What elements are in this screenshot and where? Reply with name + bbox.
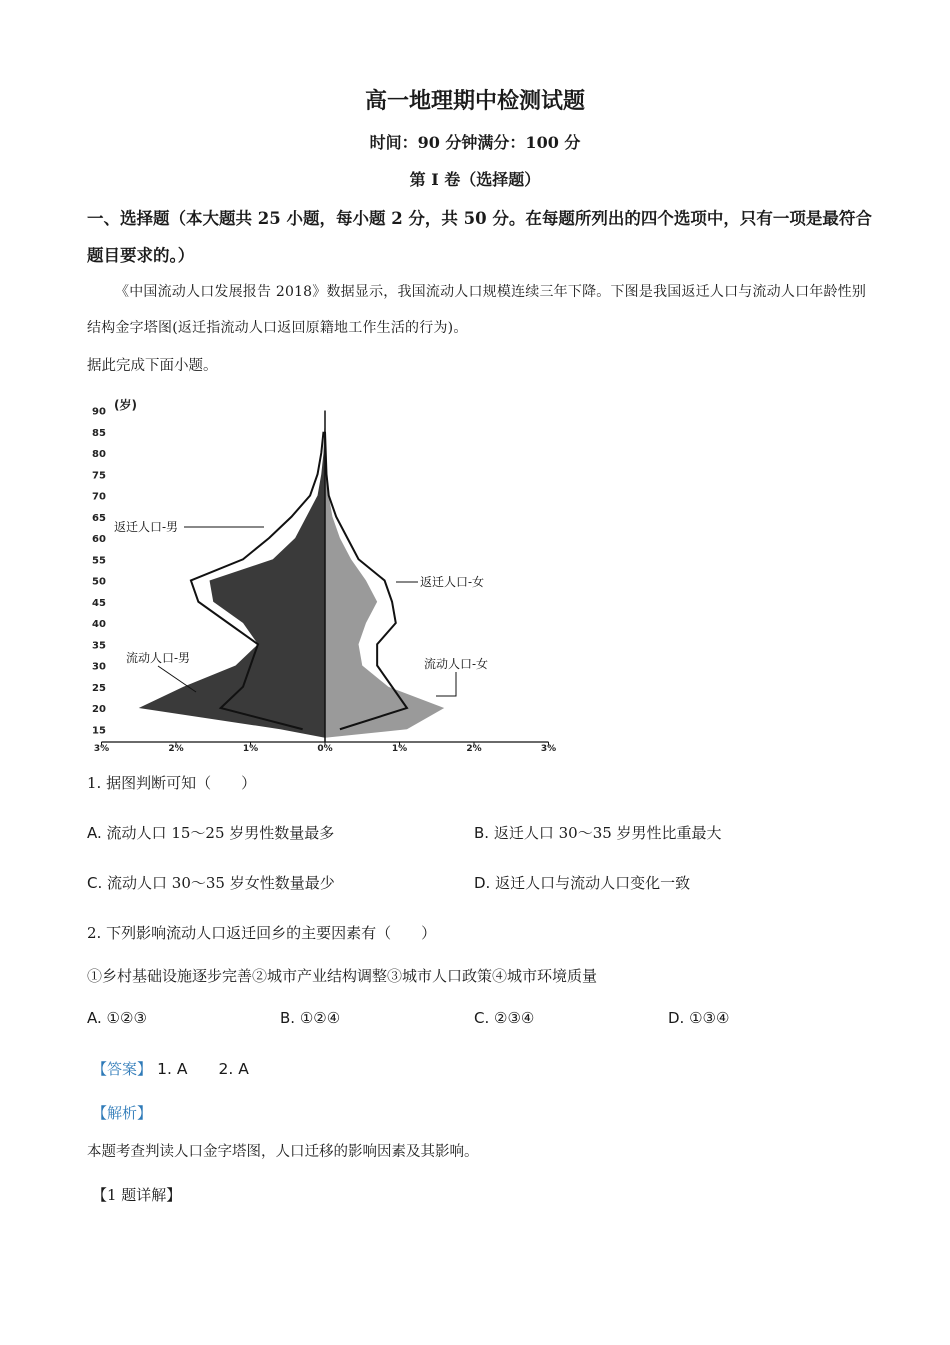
option-text: ①②④	[299, 1009, 341, 1027]
x-tick-label: 2%	[168, 744, 184, 754]
question-2-option-b	[280, 1009, 340, 1027]
section-heading: 一、选择题（本大题共 25 小题，每小题 2 分，共 50 分。在每题所列出的四个选项中，只有一项是最符合题目要求的。）	[87, 209, 872, 265]
x-tick-label: 3%	[540, 744, 557, 754]
y-tick-label: 25	[92, 682, 106, 694]
answer-1: 1. A	[157, 1060, 188, 1078]
option-letter: B.	[280, 1009, 296, 1027]
answer-line	[92, 1058, 249, 1079]
question-2-factors: ①乡村基础设施逐步完善②城市产业结构调整③城市人口政策④城市环境质量	[87, 967, 598, 985]
material-lead: 据此完成下面小题。	[87, 358, 218, 374]
page-title: 高一地理期中检测试题	[364, 88, 585, 114]
x-tick-label: 1%	[391, 744, 408, 754]
population-pyramid-chart	[88, 392, 557, 754]
series-1-area	[139, 419, 325, 738]
material-intro: 《中国流动人口发展报告 2018》数据显示，我国流动人口规模连续三年下降。下图是我国返迁人口与流动人口年龄性别结构金字塔图(返迁指流动人口返回原籍地工作生活的行为)。	[87, 284, 867, 336]
option-text: 流动人口 30～35 岁女性数量最少	[107, 874, 335, 892]
option-letter: C.	[87, 874, 103, 892]
x-tick-label: 0%	[317, 744, 333, 754]
question-2-stem: 2. 下列影响流动人口返迁回乡的主要因素有（ ）	[87, 924, 437, 942]
annotation-floating-male: 流动人口-男	[126, 651, 191, 665]
question-1-stem: 1. 据图判断可知（ ）	[87, 774, 257, 792]
y-tick-label: 55	[92, 555, 106, 567]
exam-time-info: 时间：90 分钟满分：100 分	[369, 133, 581, 152]
y-axis-label: (岁)	[114, 398, 137, 412]
y-tick-label: 65	[92, 512, 106, 524]
y-tick-label: 90	[92, 406, 106, 418]
detail-heading-1: 【1 题详解】	[92, 1186, 182, 1204]
y-tick-label: 75	[92, 470, 106, 482]
annotation-leader-floating-female	[436, 672, 456, 696]
x-tick-label: 3%	[93, 744, 110, 754]
option-letter: A.	[87, 1009, 102, 1027]
question-2-option-d	[668, 1009, 729, 1027]
option-text: 返迁人口与流动人口变化一致	[495, 874, 691, 892]
option-letter: D.	[474, 874, 491, 892]
y-tick-label: 15	[92, 725, 106, 737]
annotation-return-male: 返迁人口-男	[114, 520, 179, 534]
y-tick-label: 45	[92, 597, 106, 609]
y-tick-label: 50	[92, 576, 106, 588]
question-1-option-a	[87, 822, 334, 843]
y-tick-label: 85	[92, 427, 106, 439]
answer-label: 【答案】	[92, 1060, 153, 1078]
option-letter: C.	[474, 1009, 490, 1027]
annotation-leader-floating-male	[158, 666, 196, 692]
option-letter: B.	[474, 824, 490, 842]
option-letter: A.	[87, 824, 102, 842]
question-2-option-c	[474, 1009, 534, 1027]
y-tick-label: 20	[92, 704, 106, 715]
y-tick-label: 70	[92, 491, 106, 503]
y-tick-label: 40	[92, 619, 106, 630]
option-letter: D.	[668, 1009, 685, 1027]
option-text: 返迁人口 30～35 岁男性比重最大	[493, 824, 722, 842]
question-1-option-d	[474, 872, 690, 893]
x-tick-label: 1%	[242, 744, 259, 754]
y-tick-label: 60	[92, 534, 106, 545]
volume-title: 第 I 卷（选择题）	[409, 170, 541, 189]
question-2-option-a	[87, 1009, 147, 1027]
annotation-floating-female: 流动人口-女	[424, 657, 489, 671]
analysis-label: 【解析】	[92, 1104, 153, 1122]
question-1-option-b	[474, 822, 722, 843]
annotation-return-female: 返迁人口-女	[420, 575, 485, 589]
option-text: 流动人口 15～25 岁男性数量最多	[106, 824, 335, 842]
y-tick-label: 30	[92, 661, 106, 673]
x-tick-label: 2%	[466, 744, 482, 754]
y-tick-label: 35	[92, 640, 106, 652]
option-text: ①③④	[689, 1009, 730, 1027]
y-tick-label: 80	[92, 449, 106, 460]
option-text: ②③④	[494, 1009, 535, 1027]
analysis-text: 本题考查判读人口金字塔图，人口迁移的影响因素及其影响。	[87, 1144, 479, 1160]
answer-2: 2. A	[218, 1060, 249, 1078]
question-1-option-c	[87, 872, 335, 893]
option-text: ①②③	[106, 1009, 147, 1027]
